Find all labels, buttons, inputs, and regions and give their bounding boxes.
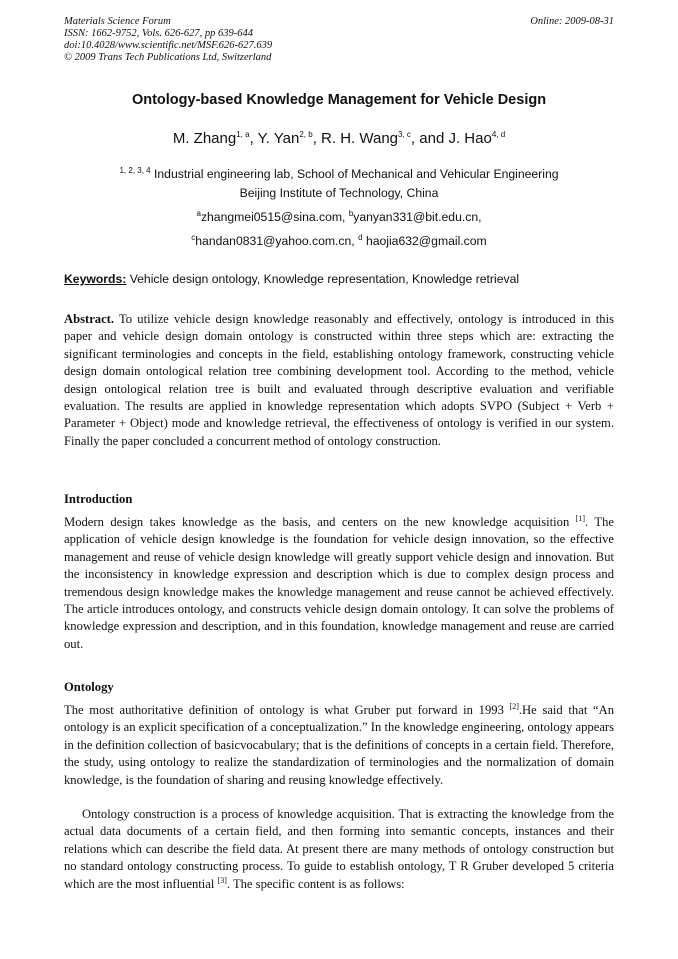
keywords-label: Keywords: <box>64 272 127 286</box>
introduction-heading: Introduction <box>64 492 133 506</box>
author-sup: 1, a <box>236 130 250 139</box>
issn: ISSN: 1662-9752, Vols. 626-627, pp 639-644 <box>64 28 253 39</box>
author-name: R. H. Wang <box>321 130 399 147</box>
email-address: yanyan331@bit.edu.cn, <box>353 210 482 224</box>
intro-text: . The application of vehicle design knowledge is the foundation for vehicle design innovation, so the effective management and reuse of vehicle design knowledge will greatly support vehicle design and innovation. But the inconsistency in knowledge expression and description which is due to complex design process and tremendous design knowledge makes the knowledge management and reuse cannot be achieved effectively. The article introduces ontology, and constructs vehicle design domain ontology. It can solve the problems of knowledge expression and description, and in this foundation, knowledge management and reuse are carried out. <box>64 515 614 651</box>
author-sep: , <box>249 130 258 147</box>
author-name: Y. Yan <box>257 130 300 147</box>
affiliation-text: Industrial engineering lab, School of Mechanical and Vehicular Engineering <box>154 167 559 181</box>
author-sep: , <box>312 130 322 147</box>
affiliation-line-1 <box>0 167 678 181</box>
email-address: handan0831@yahoo.com.cn, <box>195 234 355 248</box>
online-date: Online: 2009-08-31 <box>530 16 614 27</box>
intro-text: Modern design takes knowledge as the basis, and centers on the new knowledge acquisition <box>64 515 570 529</box>
keywords <box>64 272 519 286</box>
email-line-2 <box>0 234 678 248</box>
ontology-text: Ontology construction is a process of knowledge acquisition. That is extracting the knowledge from the actual data documents of a certain field, and then forming into semantic concepts, instances and their relations which can describe the field data. At present there are many methods of ontology construction but no standard ontology constructing process. To guide to establish ontology, T R Gruber developed 5 criteria which are the most influential <box>64 807 614 891</box>
abstract-label: Abstract. <box>64 312 115 326</box>
author-name: M. Zhang <box>172 130 237 147</box>
affiliation-sup: 1, 2, 3, 4 <box>119 165 151 175</box>
introduction-paragraph <box>64 514 614 653</box>
ontology-text: .He said that “An ontology is an explicit specification of a conceptualization.” In the knowledge engineering, ontology appears in the definition collection of basicvocabulary; that is the definitions of concepts in a certain field. Therefore, the study, using ontology to realize the standardization of terminologies and the normalization of domain knowledge, is the foundation of sharing and reusing knowledge effectively. <box>64 703 614 787</box>
paper-title: Ontology-based Knowledge Management for Vehicle Design <box>131 92 547 108</box>
abstract <box>64 311 614 450</box>
author-sup: 2, b <box>299 130 313 139</box>
abstract-text: To utilize vehicle design knowledge reasonably and effectively, ontology is introduced in this paper and vehicle design domain ontology is constructed within three steps which are: extracting the significant terminologies and concepts in the field, establishing ontology framework, constructing vehicle design domain ontological relation tree combining development tool. According to the method, vehicle design ontological relation tree is built and evaluated through descriptive evaluation and verifiable evaluation. The results are applied in knowledge representation which adopts SVPO (Subject + Verb + Parameter + Object) mode and knowledge retrieval, the effectiveness of ontology is verified in our system. Finally the paper concluded a concurrent method of ontology construction. <box>64 312 615 448</box>
ontology-paragraph-2 <box>64 806 614 893</box>
copyright: © 2009 Trans Tech Publications Ltd, Switzerland <box>64 52 272 63</box>
author-name: J. Hao <box>448 130 492 147</box>
doi: doi:10.4028/www.scientific.net/MSF.626-627.639 <box>64 40 273 51</box>
ontology-text: The most authoritative definition of ontology is what Gruber put forward in 1993 <box>64 703 504 717</box>
journal-name: Materials Science Forum <box>64 16 171 27</box>
ontology-text: . The specific content is as follows: <box>226 876 405 891</box>
author-sup: 4, d <box>491 130 506 139</box>
email-line-1 <box>0 210 678 224</box>
ontology-heading: Ontology <box>64 680 114 694</box>
email-sup: a <box>196 208 201 218</box>
affiliation-line-2: Beijing Institute of Technology, China <box>239 186 439 200</box>
email-address: zhangmei0515@sina.com, <box>200 210 346 224</box>
citation: [3] <box>217 875 227 885</box>
email-sup: c <box>191 232 196 242</box>
citation: [1] <box>575 513 586 523</box>
author-sep: , and <box>410 130 449 147</box>
email-sup: d <box>358 232 363 242</box>
citation: [2] <box>509 701 519 711</box>
email-address: haojia632@gmail.com <box>365 234 487 248</box>
ontology-paragraph-1 <box>64 702 614 789</box>
email-sup: b <box>348 208 354 218</box>
author-sup: 3, c <box>398 130 411 139</box>
journal-header <box>64 16 272 64</box>
keywords-text: Vehicle design ontology, Knowledge representation, Knowledge retrieval <box>129 272 520 286</box>
author-list <box>0 130 678 147</box>
